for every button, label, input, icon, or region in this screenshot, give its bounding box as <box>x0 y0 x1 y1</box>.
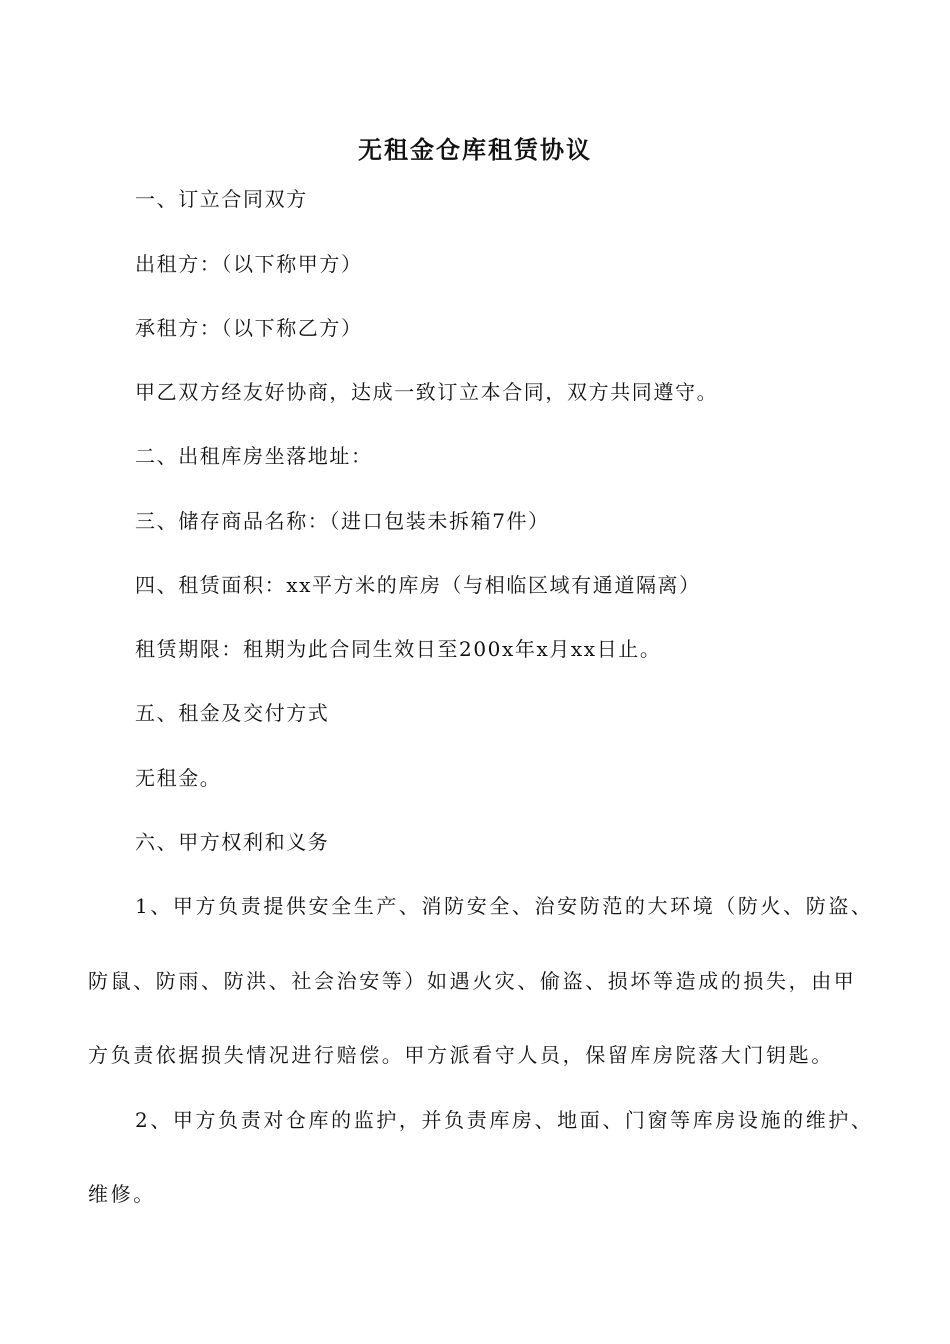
clause-1-line-2: 防鼠、防雨、防洪、社会治安等）如遇火灾、偷盗、损坏等造成的损失，由甲 <box>88 969 857 993</box>
lease-term-line: 租赁期限：租期为此合同生效日至200x年x月xx日止。 <box>135 637 662 661</box>
section-heading-rent: 五、租金及交付方式 <box>135 701 330 725</box>
section-heading-lessor-rights: 六、甲方权利和义务 <box>135 830 330 854</box>
agreement-statement: 甲乙双方经友好协商，达成一致订立本合同，双方共同遵守。 <box>135 380 719 404</box>
no-rent-line: 无租金。 <box>135 766 222 790</box>
clause-1-line-3: 方负责依据损失情况进行赔偿。甲方派看守人员，保留库房院落大门钥匙。 <box>88 1043 834 1067</box>
document-title: 无租金仓库租赁协议 <box>358 135 592 164</box>
lessor-line: 出租方：（以下称甲方） <box>135 252 363 276</box>
clause-2-line-1: 2、甲方负责对仓库的监护，并负责库房、地面、门窗等库房设施的维护、 <box>135 1108 874 1132</box>
lessee-line: 承租方：（以下称乙方） <box>135 316 363 340</box>
section-heading-goods: 三、储存商品名称：（进口包装未拆箱7件） <box>135 509 550 533</box>
clause-2-line-2: 维修。 <box>88 1182 156 1206</box>
section-heading-area: 四、租赁面积：xx平方米的库房（与相临区域有通道隔离） <box>135 573 701 597</box>
section-heading-parties: 一、订立合同双方 <box>135 187 308 211</box>
section-heading-address: 二、出租库房坐落地址： <box>135 444 373 468</box>
clause-1-line-1: 1、甲方负责提供安全生产、消防安全、治安防范的大环境（防火、防盗、 <box>135 894 874 918</box>
